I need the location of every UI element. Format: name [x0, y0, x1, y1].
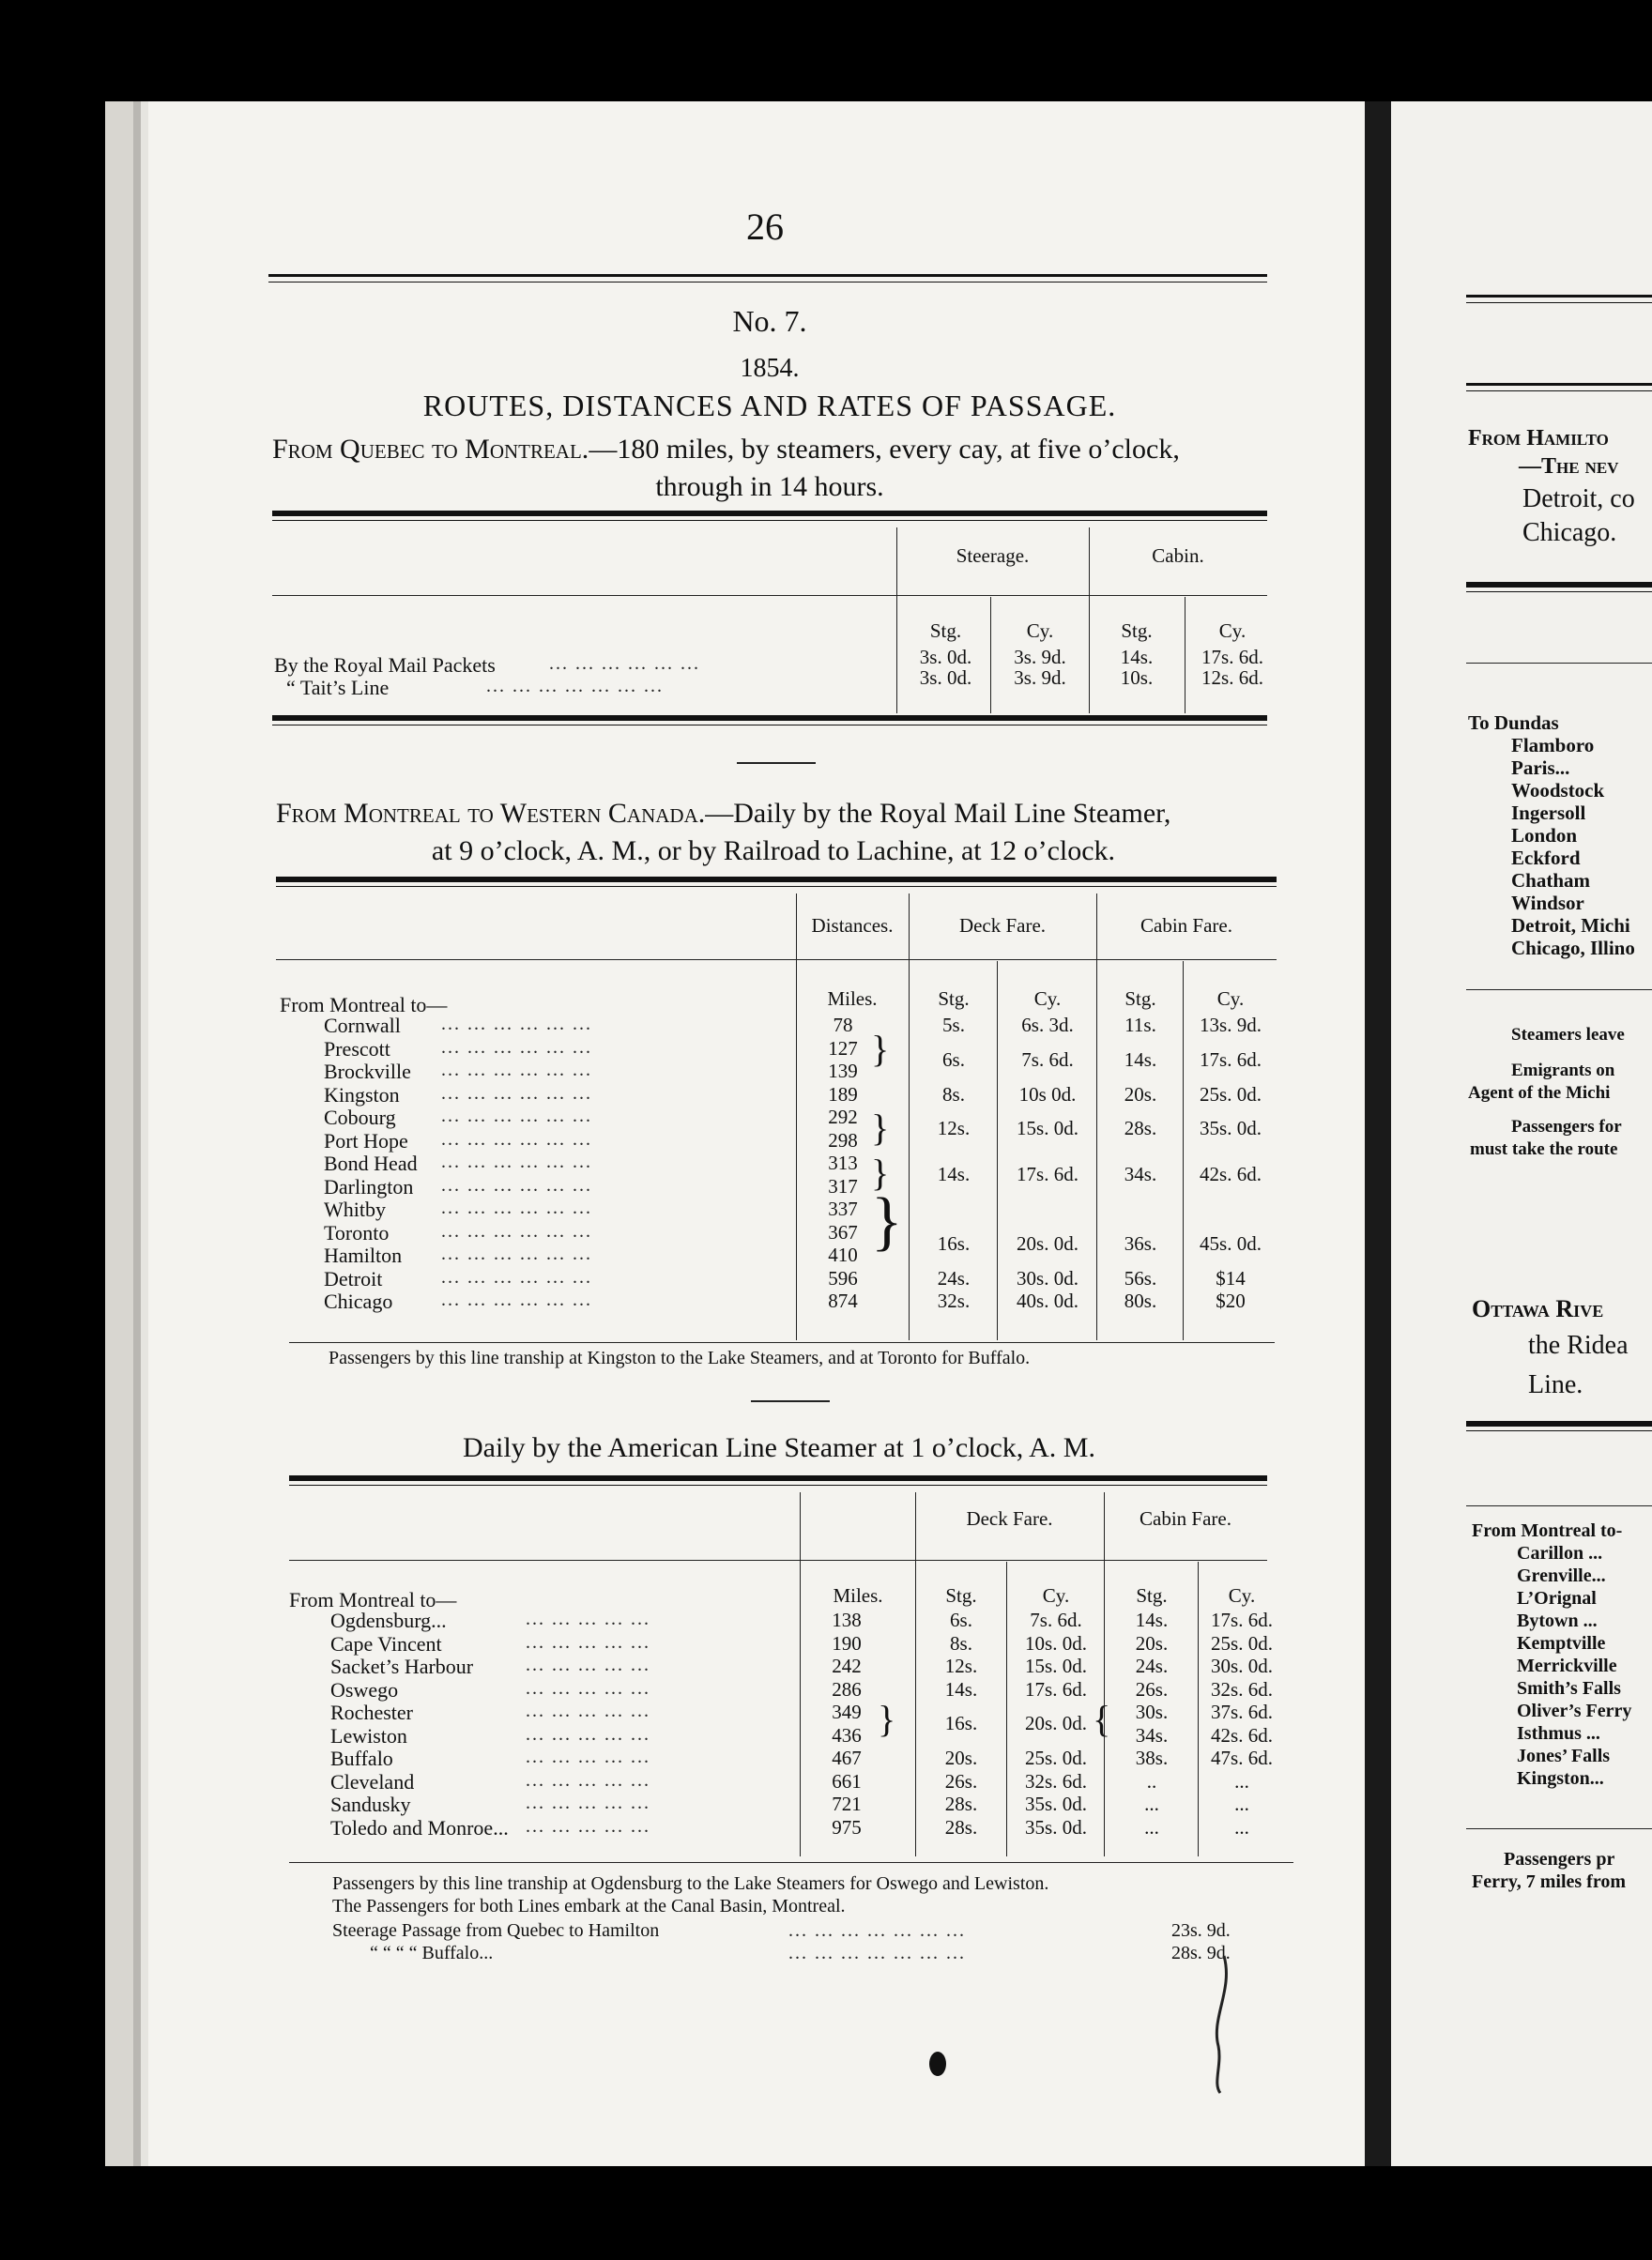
- right-rule: [1466, 1421, 1652, 1427]
- montreal-row-miles: 189: [828, 1083, 858, 1106]
- right-text-line: From Montreal to-: [1472, 1520, 1623, 1541]
- american-fare-cell: 28s.: [944, 1793, 978, 1815]
- american-fare-cell: 20s.: [1135, 1632, 1169, 1655]
- montreal-fare-cell: 28s.: [1124, 1117, 1157, 1139]
- american-row-miles: 467: [832, 1747, 862, 1769]
- montreal-row-leader: ... ... ... ... ... ...: [441, 1014, 592, 1034]
- american-col-deck: Deck Fare.: [966, 1507, 1053, 1530]
- montreal-fare-cell: 80s.: [1124, 1290, 1157, 1312]
- american-fare-cell: 38s.: [1135, 1747, 1169, 1769]
- right-rule: [1466, 1505, 1652, 1506]
- montreal-row-miles: 127: [828, 1037, 858, 1060]
- montreal-fare-cell: 13s. 9d.: [1200, 1014, 1262, 1036]
- american-row-place: Rochester: [330, 1701, 413, 1724]
- montreal-fare-cell: 30s. 0d.: [1017, 1267, 1078, 1290]
- right-rule: [1466, 1828, 1652, 1829]
- american-fare-cell: 30s.: [1135, 1701, 1169, 1723]
- montreal-row-place: Port Hope: [324, 1129, 408, 1153]
- quebec-intro-rest: —180 miles, by steamers, every cay, at five o’clock,: [589, 434, 1180, 465]
- right-text-line: Merrickville: [1517, 1656, 1617, 1676]
- montreal-col-divider: [1183, 961, 1184, 1340]
- american-fare-cell: ...: [1144, 1793, 1159, 1815]
- quebec-table-bottom-rule: [272, 715, 1267, 721]
- american-row-leader: ... ... ... ... ...: [526, 1678, 650, 1699]
- american-header-rule: [289, 1560, 1267, 1561]
- montreal-row-miles: 292: [828, 1106, 858, 1128]
- american-fare-cell: 28s.: [944, 1816, 978, 1839]
- american-row-place: Ogdensburg...: [330, 1609, 447, 1632]
- right-text-line: Line.: [1528, 1370, 1583, 1399]
- montreal-fare-cell: 34s.: [1124, 1163, 1157, 1185]
- montreal-fare-cell: 40s. 0d.: [1017, 1290, 1078, 1312]
- montreal-header-rule: [276, 959, 1277, 960]
- american-row-miles: 349: [832, 1701, 862, 1723]
- ink-stroke-mark: [1201, 1952, 1239, 2102]
- american-from-label: From Montreal to—: [289, 1588, 457, 1611]
- montreal-fare-cell: 14s.: [937, 1163, 971, 1185]
- quebec-table-top-rule: [272, 511, 1267, 516]
- american-fare-cell: 8s.: [950, 1632, 972, 1655]
- quebec-cell: 3s. 9d.: [1014, 646, 1066, 668]
- american-fare-cell: 25s. 0d.: [1211, 1632, 1273, 1655]
- quebec-intro-line2: through in 14 hours.: [655, 471, 884, 502]
- american-row-leader: ... ... ... ... ...: [526, 1724, 650, 1745]
- montreal-row-place: Detroit: [324, 1267, 383, 1290]
- page-title: ROUTES, DISTANCES AND RATES OF PASSAGE.: [422, 389, 1117, 422]
- american-fare-cell: 17s. 6d.: [1211, 1609, 1273, 1631]
- american-row-place: Buffalo: [330, 1747, 393, 1770]
- american-row-leader: ... ... ... ... ...: [526, 1770, 650, 1791]
- american-sub-header: Cy.: [1228, 1584, 1256, 1607]
- american-row-miles: 721: [832, 1793, 862, 1815]
- american-fare-cell: 34s.: [1135, 1724, 1169, 1747]
- american-note: Passengers by this line tranship at Ogdensburg to the Lake Steamers for Oswego and Lewiston.: [332, 1873, 1049, 1894]
- montreal-col-divider: [909, 893, 910, 1340]
- right-text-line: —The nev: [1519, 454, 1619, 479]
- american-col-divider: [1198, 1562, 1199, 1856]
- montreal-col-deck: Deck Fare.: [958, 914, 1047, 937]
- right-text-line: From Hamilto: [1468, 426, 1609, 450]
- american-fare-cell: ...: [1234, 1816, 1249, 1839]
- montreal-fare-cell: 25s. 0d.: [1200, 1083, 1262, 1106]
- right-page: [1391, 101, 1652, 2166]
- montreal-fare-cell: 11s.: [1124, 1014, 1156, 1036]
- montreal-fare-cell: 17s. 6d.: [1200, 1048, 1262, 1071]
- quebec-row-leader: ... ... ... ... ... ... ...: [486, 676, 664, 696]
- american-fare-cell: ...: [1144, 1816, 1159, 1839]
- american-fare-cell: 6s.: [950, 1609, 972, 1631]
- right-text-line: Oliver’s Ferry: [1517, 1701, 1632, 1721]
- american-fare-cell: 42s. 6d.: [1211, 1724, 1273, 1747]
- american-fare-cell: 26s.: [1135, 1678, 1169, 1701]
- american-fare-cell: 30s. 0d.: [1211, 1655, 1273, 1677]
- page-number: 26: [746, 206, 784, 248]
- american-col-divider: [915, 1492, 916, 1856]
- montreal-row-place: Cobourg: [324, 1106, 396, 1129]
- quebec-intro-lead: From Quebec to Montreal.: [272, 434, 589, 465]
- montreal-fare-cell: 32s.: [937, 1290, 971, 1312]
- quebec-cell: 17s. 6d.: [1201, 646, 1263, 668]
- american-fare-cell: 17s. 6d.: [1025, 1678, 1087, 1701]
- montreal-table-bottom-rule: [289, 1342, 1275, 1343]
- american-row-place: Sandusky: [330, 1793, 411, 1816]
- montreal-row-leader: ... ... ... ... ... ...: [441, 1267, 592, 1288]
- montreal-row-miles: 298: [828, 1129, 858, 1152]
- right-text-line: Detroit, co: [1522, 484, 1635, 513]
- montreal-fare-cell: 10s 0d.: [1018, 1083, 1077, 1106]
- montreal-fare-cell: 14s.: [1124, 1048, 1157, 1071]
- right-text-line: Paris...: [1511, 756, 1570, 779]
- montreal-row-place: Hamilton: [324, 1244, 403, 1267]
- table-number: No. 7.: [732, 304, 807, 338]
- montreal-fare-cell: 7s. 6d.: [1021, 1048, 1074, 1071]
- right-text-line: Ferry, 7 miles from: [1472, 1871, 1627, 1892]
- montreal-sub-header: Cy.: [1216, 987, 1245, 1010]
- montreal-row-leader: ... ... ... ... ... ...: [441, 1152, 592, 1172]
- american-row-place: Oswego: [330, 1678, 399, 1702]
- american-fare-cell: ..: [1146, 1770, 1157, 1793]
- montreal-fare-cell: 24s.: [937, 1267, 971, 1290]
- american-sub-header: Stg.: [945, 1584, 977, 1607]
- montreal-fare-cell: 6s.: [942, 1048, 965, 1071]
- american-note: The Passengers for both Lines embark at the Canal Basin, Montreal.: [332, 1896, 846, 1916]
- montreal-fare-cell: 45s. 0d.: [1200, 1232, 1262, 1255]
- quebec-sub-header: Stg.: [929, 619, 962, 642]
- montreal-row-place: Darlington: [324, 1175, 414, 1199]
- right-text-line: Smith’s Falls: [1517, 1678, 1621, 1699]
- montreal-table-top-rule: [276, 877, 1277, 882]
- quebec-sub-header: Stg.: [1121, 619, 1153, 642]
- montreal-fare-cell: 15s. 0d.: [1017, 1117, 1078, 1139]
- montreal-col-cabin: Cabin Fare.: [1140, 914, 1232, 937]
- montreal-sub-header: Miles.: [827, 987, 878, 1010]
- montreal-col-divider: [1096, 893, 1097, 1340]
- montreal-row-miles: 313: [828, 1152, 858, 1174]
- american-fare-cell: 32s. 6d.: [1211, 1678, 1273, 1701]
- montreal-row-place: Cornwall: [324, 1014, 401, 1037]
- montreal-row-leader: ... ... ... ... ... ...: [441, 1175, 592, 1196]
- american-fare-cell: ...: [1234, 1770, 1249, 1793]
- right-text-line: London: [1511, 824, 1578, 847]
- montreal-row-place: Whitby: [324, 1198, 386, 1221]
- american-row-leader: ... ... ... ... ...: [526, 1655, 650, 1675]
- american-fare-cell: 32s. 6d.: [1025, 1770, 1087, 1793]
- montreal-row-place: Chicago: [324, 1290, 393, 1313]
- montreal-fare-cell: $14: [1216, 1267, 1246, 1290]
- american-fare-cell: 47s. 6d.: [1211, 1747, 1273, 1769]
- montreal-row-leader: ... ... ... ... ... ...: [441, 1198, 592, 1218]
- american-row-leader: ... ... ... ... ...: [526, 1816, 650, 1837]
- american-fare-cell: 14s.: [1135, 1609, 1169, 1631]
- american-brace: }: [1093, 1698, 1111, 1740]
- steerage-leader: ... ... ... ... ... ... ...: [788, 1920, 966, 1941]
- right-rule: [1466, 663, 1652, 664]
- montreal-row-miles: 367: [828, 1221, 858, 1244]
- american-row-leader: ... ... ... ... ...: [526, 1701, 650, 1721]
- montreal-row-leader: ... ... ... ... ... ...: [441, 1244, 592, 1264]
- right-text-line: Kemptville: [1517, 1633, 1606, 1654]
- american-row-leader: ... ... ... ... ...: [526, 1609, 650, 1629]
- montreal-row-miles: 337: [828, 1198, 858, 1220]
- right-text-line: To Dundas: [1468, 711, 1559, 734]
- right-text-line: Chicago.: [1522, 518, 1617, 547]
- right-rule: [1466, 989, 1652, 990]
- right-text-line: Chatham: [1511, 869, 1591, 892]
- montreal-brace: }: [871, 1107, 890, 1149]
- right-text-line: Ottawa Rive: [1472, 1295, 1604, 1322]
- year-heading: 1854.: [740, 354, 800, 383]
- american-row-miles: 242: [832, 1655, 862, 1677]
- american-col-divider: [1006, 1562, 1007, 1856]
- montreal-col-divider: [796, 893, 797, 1340]
- american-sub-header: Cy.: [1042, 1584, 1070, 1607]
- montreal-row-miles: 317: [828, 1175, 858, 1198]
- montreal-row-place: Kingston: [324, 1083, 400, 1107]
- american-col-divider: [1104, 1492, 1105, 1856]
- quebec-col-cabin: Cabin.: [1152, 544, 1204, 567]
- american-fare-cell: 10s. 0d.: [1025, 1632, 1087, 1655]
- quebec-cell: 14s.: [1120, 646, 1154, 668]
- montreal-row-leader: ... ... ... ... ... ...: [441, 1290, 592, 1310]
- quebec-cell: 3s. 0d.: [919, 646, 972, 668]
- quebec-sub-header: Cy.: [1026, 619, 1054, 642]
- montreal-fare-cell: 36s.: [1124, 1232, 1157, 1255]
- montreal-row-leader: ... ... ... ... ... ...: [441, 1106, 592, 1126]
- american-sub-header: Miles.: [833, 1584, 883, 1607]
- right-text-line: Passengers pr: [1504, 1849, 1615, 1870]
- right-text-line: the Ridea: [1528, 1331, 1629, 1360]
- american-row-miles: 286: [832, 1678, 862, 1701]
- american-fare-cell: 14s.: [944, 1678, 978, 1701]
- montreal-fare-cell: 16s.: [937, 1232, 971, 1255]
- montreal-row-place: Bond Head: [324, 1152, 418, 1175]
- american-table-top-rule: [289, 1475, 1267, 1481]
- quebec-sub-header: Cy.: [1218, 619, 1247, 642]
- american-col-cabin: Cabin Fare.: [1140, 1507, 1231, 1530]
- montreal-brace: }: [871, 1185, 903, 1258]
- quebec-row-leader: ... ... ... ... ... ...: [549, 653, 700, 674]
- american-row-leader: ... ... ... ... ...: [526, 1793, 650, 1813]
- montreal-row-leader: ... ... ... ... ... ...: [441, 1037, 592, 1058]
- quebec-row-label: By the Royal Mail Packets: [274, 653, 496, 677]
- montreal-note: Passengers by this line tranship at Kingston to the Lake Steamers, and at Toronto for Buffalo.: [329, 1348, 1031, 1368]
- montreal-intro-line1: [276, 798, 1170, 830]
- header-rule: [268, 274, 1267, 277]
- right-text-line: Kingston...: [1517, 1768, 1604, 1789]
- montreal-from-label: From Montreal to—: [280, 993, 448, 1016]
- american-fare-cell: 35s. 0d.: [1025, 1793, 1087, 1815]
- montreal-col-distances: Distances.: [811, 914, 894, 937]
- american-fare-cell: 37s. 6d.: [1211, 1701, 1273, 1723]
- american-fare-cell: 20s.: [944, 1747, 978, 1769]
- right-text-line: Carillon ...: [1517, 1543, 1603, 1564]
- quebec-intro-line1: [272, 434, 1180, 466]
- american-row-miles: 975: [832, 1816, 862, 1839]
- steerage-hamilton-label: Steerage Passage from Quebec to Hamilton: [332, 1920, 660, 1941]
- right-text-line: Passengers for: [1511, 1117, 1622, 1137]
- montreal-row-miles: 874: [828, 1290, 858, 1312]
- quebec-row-label: “ Tait’s Line: [286, 676, 390, 699]
- montreal-fare-cell: 20s. 0d.: [1017, 1232, 1078, 1255]
- montreal-sub-header: Stg.: [938, 987, 970, 1010]
- montreal-row-leader: ... ... ... ... ... ...: [441, 1129, 592, 1150]
- steerage-buffalo-value: 28s. 9d.: [1171, 1943, 1231, 1963]
- montreal-fare-cell: 20s.: [1124, 1083, 1157, 1106]
- montreal-row-miles: 410: [828, 1244, 858, 1266]
- quebec-cell: 3s. 9d.: [1014, 666, 1066, 689]
- right-text-line: Jones’ Falls: [1517, 1746, 1611, 1766]
- american-row-miles: 436: [832, 1724, 862, 1747]
- montreal-row-place: Brockville: [324, 1060, 411, 1083]
- quebec-cell: 3s. 0d.: [919, 666, 972, 689]
- right-rule: [1466, 383, 1652, 386]
- american-fare-cell: ...: [1234, 1793, 1249, 1815]
- montreal-fare-cell: 12s.: [937, 1117, 971, 1139]
- quebec-col-divider: [990, 597, 991, 713]
- quebec-header-rule: [272, 595, 1267, 596]
- right-text-line: Eckford: [1511, 847, 1581, 869]
- steerage-hamilton-value: 23s. 9d.: [1171, 1920, 1231, 1941]
- montreal-intro-line2: at 9 o’clock, A. M., or by Railroad to Lachine, at 12 o’clock.: [431, 835, 1116, 866]
- montreal-fare-cell: 56s.: [1124, 1267, 1157, 1290]
- montreal-intro-lead: From Montreal to Western Canada.: [276, 798, 706, 829]
- american-row-leader: ... ... ... ... ...: [526, 1632, 650, 1653]
- right-text-line: Flamboro: [1511, 734, 1595, 756]
- american-row-miles: 661: [832, 1770, 862, 1793]
- montreal-fare-cell: 42s. 6d.: [1200, 1163, 1262, 1185]
- steerage-buffalo-label: “ “ “ “ Buffalo...: [370, 1943, 494, 1963]
- montreal-brace: }: [871, 1152, 890, 1194]
- montreal-intro-rest: —Daily by the Royal Mail Line Steamer,: [705, 798, 1171, 829]
- montreal-row-leader: ... ... ... ... ... ...: [441, 1221, 592, 1242]
- right-header-rule: [1466, 295, 1652, 298]
- quebec-cell: 12s. 6d.: [1201, 666, 1263, 689]
- american-fare-cell: 26s.: [944, 1770, 978, 1793]
- american-table-bottom-rule: [289, 1862, 1293, 1863]
- montreal-brace: }: [871, 1028, 890, 1070]
- american-row-place: Lewiston: [330, 1724, 407, 1748]
- right-text-line: Windsor: [1511, 892, 1584, 914]
- ink-blot: [929, 2052, 946, 2076]
- montreal-fare-cell: 17s. 6d.: [1017, 1163, 1078, 1185]
- right-text-line: Woodstock: [1511, 779, 1605, 802]
- montreal-fare-cell: 35s. 0d.: [1200, 1117, 1262, 1139]
- steerage-leader: ... ... ... ... ... ... ...: [788, 1943, 966, 1963]
- american-fare-cell: 12s.: [944, 1655, 978, 1677]
- montreal-row-miles: 78: [833, 1014, 853, 1036]
- right-text-line: Emigrants on: [1511, 1061, 1615, 1080]
- right-text-line: Grenville...: [1517, 1565, 1606, 1586]
- montreal-row-place: Toronto: [324, 1221, 390, 1245]
- right-text-line: Chicago, Illino: [1511, 937, 1635, 959]
- american-brace: }: [878, 1698, 896, 1740]
- montreal-fare-cell: 6s. 3d.: [1021, 1014, 1074, 1036]
- quebec-cell: 10s.: [1120, 666, 1154, 689]
- section-separator: [751, 1400, 830, 1402]
- montreal-row-miles: 596: [828, 1267, 858, 1290]
- right-text-line: Ingersoll: [1511, 802, 1586, 824]
- american-row-place: Sacket’s Harbour: [330, 1655, 474, 1678]
- montreal-row-miles: 139: [828, 1060, 858, 1082]
- montreal-col-divider: [997, 961, 998, 1340]
- right-text-line: Bytown ...: [1517, 1611, 1598, 1631]
- montreal-fare-cell: 5s.: [942, 1014, 965, 1036]
- right-text-line: Isthmus ...: [1517, 1723, 1600, 1744]
- right-rule: [1466, 582, 1652, 588]
- right-text-line: must take the route: [1470, 1139, 1618, 1159]
- american-fare-cell: 15s. 0d.: [1025, 1655, 1087, 1677]
- american-row-place: Toledo and Monroe...: [330, 1816, 509, 1840]
- montreal-row-place: Prescott: [324, 1037, 390, 1061]
- american-row-miles: 138: [832, 1609, 862, 1631]
- montreal-fare-cell: $20: [1216, 1290, 1246, 1312]
- american-fare-cell: 25s. 0d.: [1025, 1747, 1087, 1769]
- montreal-sub-header: Stg.: [1124, 987, 1156, 1010]
- right-text-line: Agent of the Michi: [1468, 1083, 1611, 1103]
- american-col-divider: [800, 1492, 801, 1856]
- american-row-miles: 190: [832, 1632, 862, 1655]
- montreal-row-leader: ... ... ... ... ... ...: [441, 1060, 592, 1080]
- right-text-line: Steamers leave: [1511, 1025, 1625, 1045]
- right-text-line: L’Orignal: [1517, 1588, 1597, 1609]
- right-text-line: Detroit, Michi: [1511, 914, 1630, 937]
- montreal-fare-cell: 8s.: [942, 1083, 965, 1106]
- american-row-place: Cape Vincent: [330, 1632, 442, 1656]
- american-fare-cell: 35s. 0d.: [1025, 1816, 1087, 1839]
- american-sub-header: Stg.: [1136, 1584, 1168, 1607]
- quebec-col-steerage: Steerage.: [956, 544, 1030, 567]
- american-heading: Daily by the American Line Steamer at 1 o’clock, A. M.: [463, 1432, 1095, 1463]
- section-separator: [737, 762, 816, 764]
- american-fare-cell: 20s. 0d.: [1025, 1712, 1087, 1734]
- book-gutter: [1365, 101, 1391, 2166]
- montreal-sub-header: Cy.: [1033, 987, 1062, 1010]
- american-fare-cell: 16s.: [944, 1712, 978, 1734]
- american-row-leader: ... ... ... ... ...: [526, 1747, 650, 1767]
- montreal-row-leader: ... ... ... ... ... ...: [441, 1083, 592, 1104]
- american-row-place: Cleveland: [330, 1770, 415, 1794]
- american-fare-cell: 7s. 6d.: [1030, 1609, 1082, 1631]
- american-fare-cell: 24s.: [1135, 1655, 1169, 1677]
